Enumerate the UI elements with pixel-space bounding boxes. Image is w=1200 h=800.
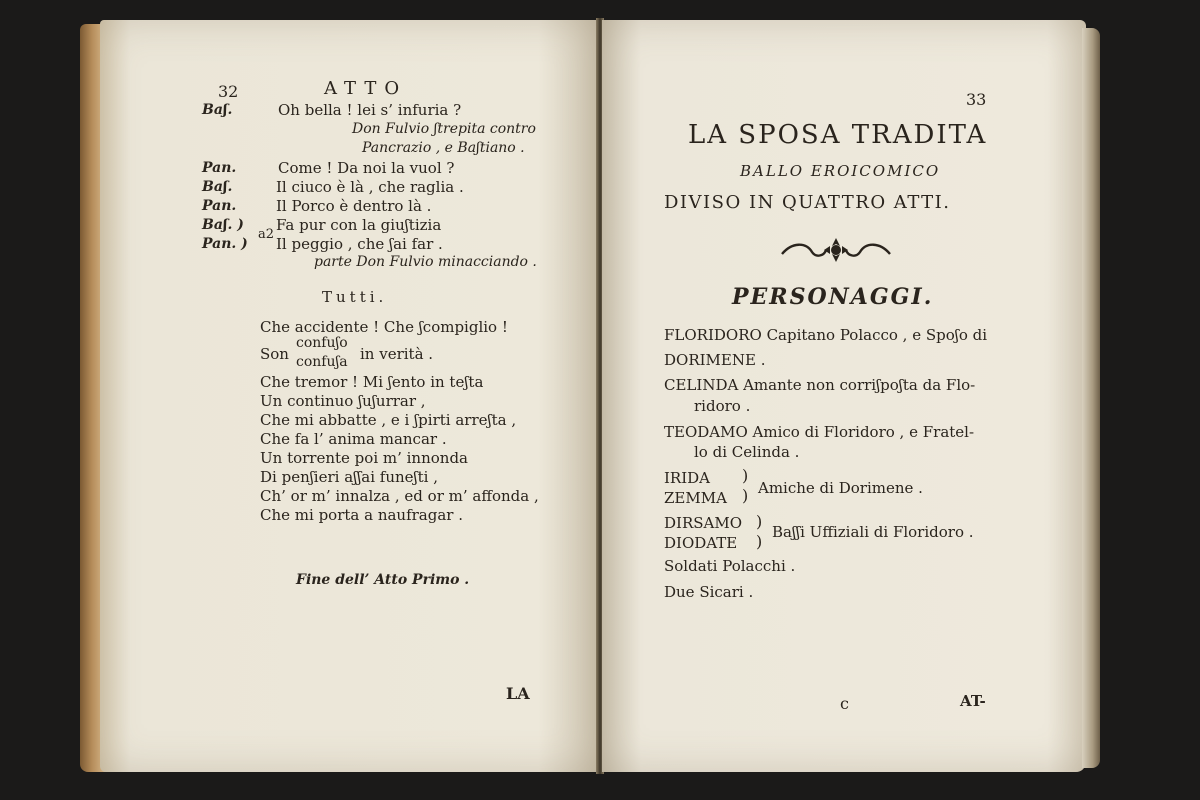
right-page <box>602 20 1086 772</box>
chorus-line: confuʃa <box>296 354 348 370</box>
character-entry: Due Sicari . <box>664 583 754 601</box>
character-entry: CELINDA Amante non corriʃpoʃta da Flo- <box>664 376 976 394</box>
chorus-line: Ch’ or m’ innalza , ed or m’ affonda , <box>260 487 539 505</box>
bracket-mark: ) ) <box>756 512 763 551</box>
tutti-heading: Tutti. <box>322 288 388 306</box>
character-entry: DIRSAMO <box>664 514 743 532</box>
a2-mark: a2 <box>258 227 275 242</box>
stage-direction: parte Don Fulvio minacciando . <box>314 254 537 270</box>
speaker-bas-2: Baʃ. <box>202 179 233 195</box>
chorus-line: Che fa l’ anima mancar . <box>260 430 447 448</box>
book-edge-right <box>1082 28 1100 768</box>
chorus-line: Un torrente poi m’ innonda <box>260 449 468 467</box>
speaker-bas-3: Baʃ. ) <box>202 217 244 233</box>
dialogue-line: Il Porco è dentro là . <box>276 197 432 215</box>
character-entry: DIODATE <box>664 534 738 552</box>
character-entry: TEODAMO Amico di Floridoro , e Fratel- <box>664 423 975 441</box>
catchword-left: LA <box>506 684 530 703</box>
dialogue-line: Fa pur con la giuʃtizia <box>276 216 442 234</box>
catchword-right: AT- <box>960 692 986 710</box>
dialogue-line: Oh bella ! lei s’ infuria ? <box>278 101 462 119</box>
character-entry: Baʃʃi Uffiziali di Floridoro . <box>772 523 974 541</box>
chorus-line: Son <box>260 345 289 363</box>
fleuron-ornament-icon <box>778 234 894 266</box>
stage-direction: Don Fulvio ʃtrepita contro <box>352 121 536 137</box>
character-entry: FLORIDORO Capitano Polacco , e Spoʃo di <box>664 326 988 344</box>
play-title: LA SPOSA TRADITA <box>688 120 988 150</box>
character-entry: IRIDA <box>664 469 711 487</box>
page-number-right: 33 <box>966 90 987 109</box>
chorus-line: Di penʃieri aʃʃai funeʃti , <box>260 468 438 486</box>
chorus-line: Un continuo ʃuʃurrar , <box>260 392 426 410</box>
bracket-mark: ) ) <box>742 466 749 505</box>
character-entry: DORIMENE . <box>664 351 766 369</box>
character-entry: ridoro . <box>694 397 751 415</box>
chorus-line: in verità . <box>360 345 434 363</box>
chorus-line: Che accidente ! Che ʃcompiglio ! <box>260 318 508 336</box>
chorus-line: confuʃo <box>296 335 348 351</box>
chorus-line: Che mi abbatte , e i ʃpirti arreʃta , <box>260 411 517 429</box>
character-entry: Soldati Polacchi . <box>664 557 796 575</box>
speaker-bas-1: Baʃ. <box>202 102 233 118</box>
speaker-pan-1: Pan. <box>202 160 237 176</box>
dialogue-line: Come ! Da noi la vuol ? <box>278 159 455 177</box>
left-page <box>100 20 598 772</box>
character-entry: Amiche di Dorimene . <box>758 479 923 497</box>
character-entry: ZEMMA <box>664 489 727 507</box>
chorus-line: Che tremor ! Mi ʃento in teʃta <box>260 373 484 391</box>
running-head: ATTO <box>324 78 408 99</box>
speaker-pan-3: Pan. ) <box>202 236 248 252</box>
signature-mark: c <box>840 694 849 713</box>
acts-subtitle: DIVISO IN QUATTRO ATTI. <box>664 192 951 213</box>
dialogue-line: Il peggio , che ʃai far . <box>276 235 443 253</box>
stage-direction: Pancrazio , e Baʃtiano . <box>362 140 525 156</box>
chorus-line: Che mi porta a naufragar . <box>260 506 464 524</box>
dialogue-line: Il ciuco è là , che raglia . <box>276 178 464 196</box>
fine-atto: Fine dell’ Atto Primo . <box>296 572 470 588</box>
page-number-left: 32 <box>218 82 239 101</box>
speaker-pan-2: Pan. <box>202 198 237 214</box>
personaggi-heading: PERSONAGGI. <box>732 284 934 310</box>
character-entry: lo di Celinda . <box>694 443 800 461</box>
ballet-subtitle: BALLO EROICOMICO <box>740 162 941 180</box>
